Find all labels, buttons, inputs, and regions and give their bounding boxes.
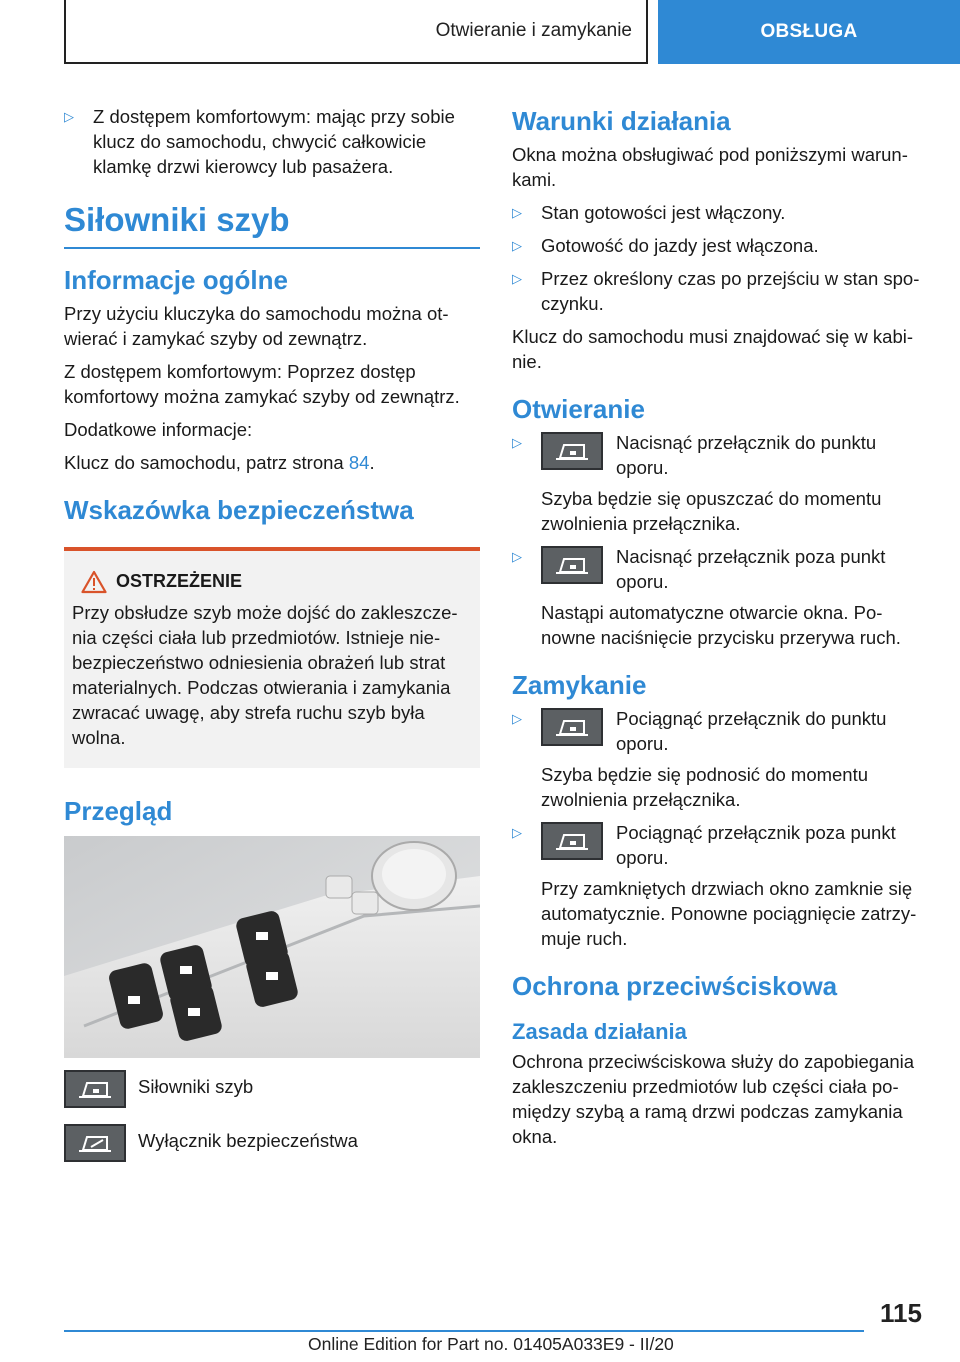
window-switch-icon [541,708,603,746]
warning-text: Przy obsłudze szyb może dojść do zakleszcze-nia części ciała lub przedmiotów. Istnieje nie-bezpieczeństwo odniesienia obrażeń lub strat materialnych. Podczas otwierania i zamykania zwracać uwagę, aby strefa ruchu szyb była wolna. [72,602,458,748]
page-link[interactable]: 84 [348,452,370,473]
legend-label: Siłowniki szyb [138,1076,254,1097]
list-item: ▷ Stan gotowości jest włączony. [512,202,786,223]
window-switch-icon [541,546,603,584]
window-switch-photo [64,836,480,1058]
legend-label: Wyłącznik bezpieczeństwa [138,1130,358,1151]
window-switch-icon [541,432,603,470]
chapter-title: OBSŁUGA [760,21,858,42]
principle-text: Ochrona przeciwściskowa służy do zapobiegania zakleszczeniu przedmiotów lub części ciała po-między szybą a ramą drzwi podczas zamykania okna. [512,1051,915,1147]
triangle-bullet-icon: ▷ [512,549,522,564]
closing-title: Zamykanie [512,670,647,700]
window-switch-icon [64,1070,126,1108]
list-item: ▷ Pociągnąć przełącznik poza punkt oporu. Przy zamkniętych drzwiach okno zamknie się automatycznie. Ponowne pociągnięcie zatrzy-muje ruch. [512,822,917,949]
list-item: ▷ Nacisnąć przełącznik poza punkt oporu. Nastąpi automatyczne otwarcie okna. Po-nowne naciśnięcie przycisku przerywa ruch. [512,546,901,648]
section-title: Otwieranie i zamykanie [435,20,632,41]
list-item: ▷ Przez określony czas po przejściu w stan spo-czynku. [512,268,920,314]
right-column [512,104,928,1157]
triangle-bullet-icon: ▷ [512,711,522,726]
list-item: ▷ Pociągnąć przełącznik do punktu oporu. Szyba będzie się podnosić do momentu zwolnienia przełącznika. [512,708,887,810]
protection-title: Ochrona przeciwściskowa [512,971,838,1001]
conditions-intro: Okna można obsługiwać pod poniższymi warun-kami. [512,144,908,190]
footer-divider [64,1330,864,1332]
principle-title: Zasada działania [512,1019,687,1044]
warning-box [64,547,480,768]
header-chapter-tab[interactable] [658,0,960,64]
safety-switch-icon [64,1124,126,1162]
safety-title: Wskazówka bezpieczeństwa [64,495,414,525]
title-divider [64,247,480,249]
legend-row [64,1128,480,1162]
triangle-bullet-icon: ▷ [512,271,522,286]
opening-title: Otwieranie [512,394,645,424]
info-title: Informacje ogólne [64,265,288,295]
legend-row [64,1074,480,1108]
footer-edition: Online Edition for Part no. 01405A033E9 - II/20 [308,1334,674,1354]
triangle-bullet-icon: ▷ [512,238,522,253]
info-paragraph: Klucz do samochodu, patrz strona 84. [64,452,375,473]
conditions-title: Warunki działania [512,106,731,136]
warning-header [72,569,470,594]
info-paragraph: Przy użyciu kluczyka do samochodu można ot-wierać i zamykać szyby od zewnątrz. [64,303,449,349]
triangle-bullet-icon: ▷ [512,825,522,840]
list-item: ▷ Nacisnąć przełącznik do punktu oporu. Szyba będzie się opuszczać do momentu zwolnienia przełącznika. [512,432,882,534]
list-item: ▷ Gotowość do jazdy jest włączona. [512,235,819,256]
triangle-bullet-icon: ▷ [512,435,522,450]
conditions-note: Klucz do samochodu musi znajdować się w kabi-nie. [512,326,914,372]
info-paragraph: Z dostępem komfortowym: Poprzez dostęp komfortowy można zamykać szyby od zewnątrz. [64,361,460,407]
triangle-bullet-icon: ▷ [512,205,522,220]
list-item: ▷ Z dostępem komfortowym: mając przy sobie klucz do samochodu, chwycić całkowicie klamkę drzwi kierowcy lub pasażera. [64,106,455,177]
triangle-bullet-icon: ▷ [64,109,74,124]
warning-label: OSTRZEŻENIE [116,571,243,591]
window-switch-icon [541,822,603,860]
page-number: 115 [880,1298,922,1328]
main-title: Siłowniki szyb [64,201,290,238]
overview-title: Przegląd [64,796,173,826]
warning-triangle-icon [72,570,116,594]
left-column [64,104,480,1182]
info-paragraph: Dodatkowe informacje: [64,419,253,440]
header-section-title [64,0,648,64]
